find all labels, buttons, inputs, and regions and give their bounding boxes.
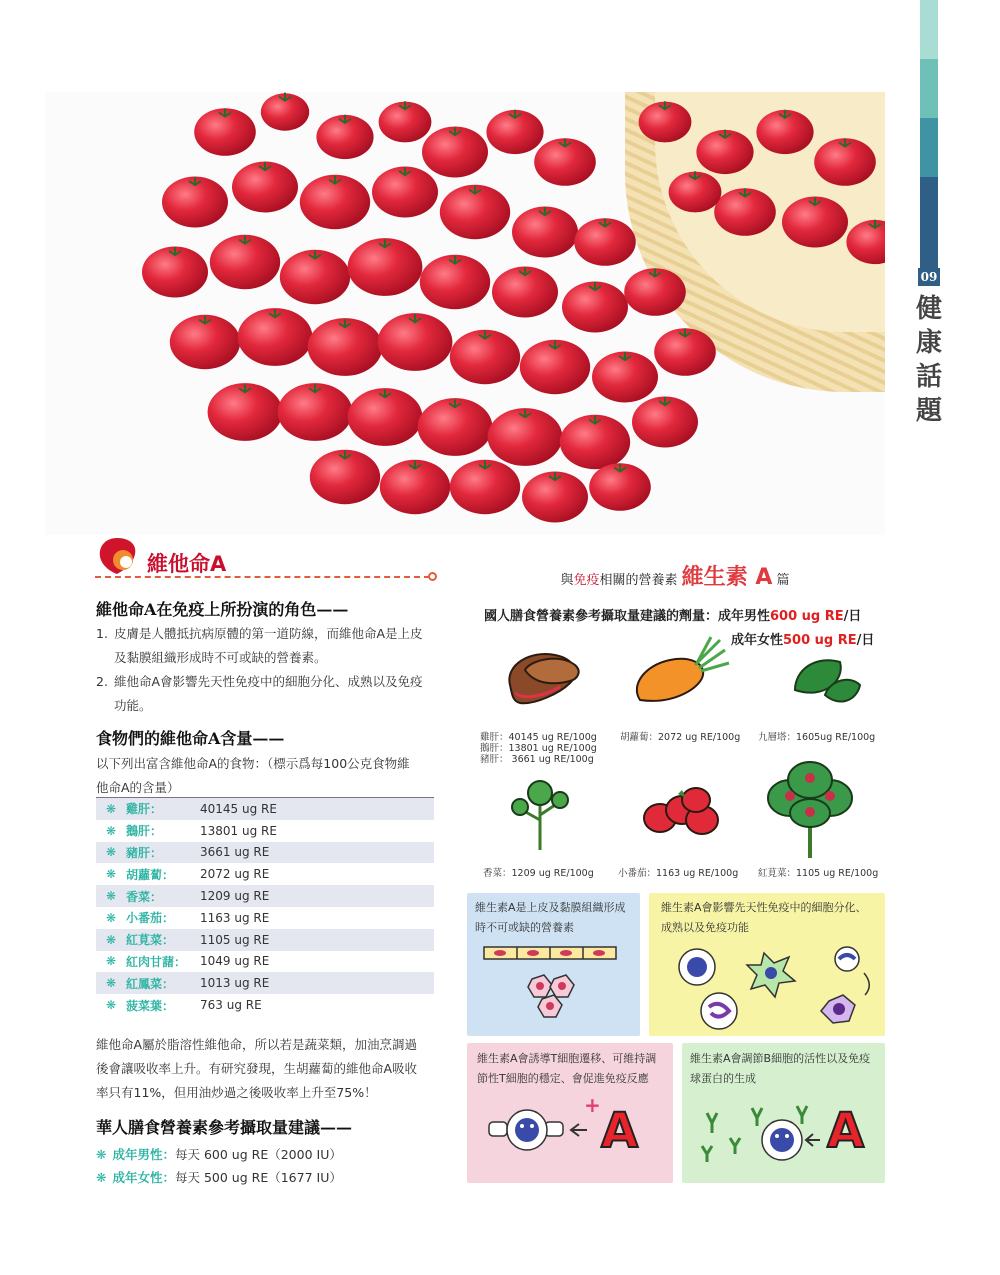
list-text: 皮膚是人體抵抗病原體的第一道防線，而維他命A是上皮 [114, 626, 423, 641]
food-value: 3661 ug RE [200, 845, 270, 860]
tomatoes-illustration [45, 92, 885, 535]
intake-heading: 華人膳食營養素參考攝取量建議—— [96, 1118, 353, 1137]
side-tab-segment [920, 59, 938, 118]
intake-value: 每天 500 ug RE（1677 IU） [175, 1170, 342, 1185]
food-value: 40145 ug RE [200, 801, 277, 816]
side-title-char: 話 [915, 362, 942, 392]
info-box-t-cell [467, 1043, 673, 1183]
title-vitamin: 維生素 A [681, 565, 773, 590]
caption-text: 鵝肝：13801 ug RE/100g [480, 743, 597, 754]
table-row [96, 994, 434, 1016]
plus-icon: + [584, 1093, 601, 1117]
foods-intro-text: 以下列出富含維他命A的食物：（標示爲每100公克食物維 [96, 756, 410, 771]
food-name: 紅肉甘藷： [126, 954, 187, 969]
intake-female [96, 1168, 342, 1186]
recommendation-line-2 [731, 629, 874, 648]
box-line: 節性T細胞的穩定、會促進免疫反應 [477, 1072, 649, 1085]
box-line: 維生素A會調節B細胞的活性以及免疫 [690, 1052, 871, 1065]
basil-icon [785, 650, 865, 715]
info-box-innate-immunity [649, 893, 885, 1036]
info-box-b-cell [682, 1043, 885, 1183]
food-name: 香菜： [126, 889, 163, 904]
page-number: 09 [918, 268, 940, 286]
food-value: 1209 ug RE [200, 889, 270, 904]
absorption-text: 後會讓吸收率上升。有研究發現，生胡蘿蔔的維他命A吸收 [96, 1061, 418, 1076]
t-cell-vitamin-a-icon [487, 1098, 667, 1168]
bullet-star: ❋ [105, 910, 117, 925]
cherry-tomato-icon [638, 780, 723, 840]
list-text: 及黏膜組織形成時不可或缺的營養素。 [114, 650, 327, 665]
epithelial-cells-icon [482, 943, 622, 1023]
table-row [96, 951, 434, 973]
table-row [96, 885, 434, 907]
bullet-star: ❋ [105, 976, 117, 991]
bullet-star: ❋ [105, 801, 117, 816]
side-title-char: 康 [915, 328, 942, 358]
caption-text: 雞肝：40145 ug RE/100g [480, 732, 597, 743]
food-value: 1105 ug RE [200, 932, 270, 947]
table-row [96, 863, 434, 885]
info-box-epithelium [467, 893, 640, 1036]
b-cell-antibody-icon [692, 1098, 822, 1173]
food-name: 紅莧菜： [126, 933, 175, 948]
box-text [477, 1049, 656, 1089]
list-number: 2. [96, 674, 108, 689]
list-text: 維他命A會影響先天性免疫中的細胞分化、成熟以及免疫 [114, 674, 423, 689]
food-value: 1013 ug RE [200, 976, 270, 991]
rec-text: /日 [843, 609, 862, 624]
box-line: 球蛋白的生成 [690, 1072, 756, 1085]
caption-basil: 九層塔：1605ug RE/100g [758, 732, 876, 743]
bullet-star: ❋ [105, 889, 117, 904]
food-name: 豬肝： [126, 845, 163, 860]
amaranth-icon [760, 758, 860, 858]
food-name: 紅鳳菜： [126, 976, 175, 991]
vitamin-a-letter: A [827, 1103, 865, 1159]
caption-tomato: 小番茄：1163 ug RE/100g [618, 868, 739, 879]
role-heading: 維他命A在免疫上所扮演的角色—— [96, 600, 349, 619]
section-divider-end [428, 572, 437, 581]
table-row [96, 972, 434, 994]
bullet-star: ❋ [96, 1147, 107, 1162]
caption-amaranth: 紅莧菜：1105 ug RE/100g [758, 868, 879, 879]
side-tab-bar [920, 0, 938, 283]
table-row [96, 798, 434, 820]
foods-heading: 食物們的維他命A含量—— [96, 729, 285, 748]
box-text [690, 1049, 870, 1089]
caption-carrot: 胡蘿蔔：2072 ug RE/100g [620, 732, 741, 743]
rec-value: 600 ug RE [770, 609, 844, 624]
coriander-icon [510, 775, 570, 850]
food-value: 2072 ug RE [200, 867, 270, 882]
food-name: 鵝肝： [126, 824, 163, 839]
section-side-title [915, 292, 943, 428]
role-list [96, 622, 436, 718]
title-text: 篇 [776, 573, 790, 588]
food-name: 胡蘿蔔： [126, 867, 175, 882]
side-tab-segment [920, 118, 938, 177]
list-text: 功能。 [114, 698, 152, 713]
rec-text: /日 [856, 633, 875, 648]
box-text [661, 898, 867, 938]
table-row [96, 929, 434, 951]
box-text [475, 898, 626, 938]
list-item [96, 622, 436, 670]
section-badge-icon [95, 536, 139, 576]
absorption-text: 率只有11%，但用油炒過之後吸收率上升至75%！ [96, 1085, 377, 1100]
infographic-title [470, 560, 880, 591]
food-value: 1163 ug RE [200, 910, 270, 925]
caption-liver [480, 732, 597, 765]
rec-value: 500 ug RE [783, 633, 857, 648]
food-name: 菠菜葉： [126, 998, 175, 1013]
title-text: 與 [560, 573, 574, 588]
liver-icon [500, 645, 590, 715]
carrot-icon [625, 635, 735, 715]
bullet-star: ❋ [105, 932, 117, 947]
food-value: 1049 ug RE [200, 954, 270, 969]
side-title-char: 題 [915, 396, 942, 426]
absorption-paragraph [96, 1033, 436, 1105]
table-row [96, 907, 434, 929]
bullet-star: ❋ [96, 1170, 107, 1185]
rec-text: 國人膳食營養素參考攝取量建議的劑量：成年男性 [484, 609, 771, 624]
immune-cells-icon [669, 943, 879, 1033]
food-vitamin-table [96, 797, 434, 1016]
side-tab-segment [920, 0, 938, 59]
list-number: 1. [96, 626, 108, 641]
rec-text: 成年女性 [731, 633, 784, 648]
bullet-star: ❋ [105, 954, 117, 969]
bullet-star: ❋ [105, 998, 117, 1013]
tomato-photo [45, 92, 885, 535]
foods-intro-text: 他命A的含量） [96, 780, 180, 795]
caption-coriander: 香菜：1209 ug RE/100g [483, 868, 594, 879]
box-line: 維生素A是上皮及黏膜組織形成 [475, 901, 626, 914]
food-name: 小番茄： [126, 911, 175, 926]
box-line: 維生素A會影響先天性免疫中的細胞分化、 [661, 901, 867, 914]
intake-label: 成年女性： [112, 1170, 175, 1185]
recommendation-line-1 [484, 605, 861, 624]
side-title-char: 健 [915, 294, 942, 324]
food-value: 763 ug RE [200, 998, 262, 1013]
box-line: 成熟以及免疫功能 [661, 921, 749, 934]
title-highlight: 免疫 [573, 573, 600, 588]
box-line: 時不可或缺的營養素 [475, 921, 574, 934]
intake-male [96, 1145, 342, 1163]
table-row [96, 842, 434, 864]
bullet-star: ❋ [105, 845, 117, 860]
intake-value: 每天 600 ug RE（2000 IU） [175, 1147, 342, 1162]
caption-text: 豬肝： 3661 ug RE/100g [480, 754, 594, 765]
title-text: 相關的營養素 [599, 573, 678, 588]
section-title: 維他命A [147, 552, 227, 576]
section-divider [95, 576, 430, 578]
absorption-text: 維他命A屬於脂溶性維他命，所以若是蔬菜類，加油烹調過 [96, 1037, 418, 1052]
food-value: 13801 ug RE [200, 823, 277, 838]
intake-label: 成年男性： [112, 1147, 175, 1162]
bullet-star: ❋ [105, 867, 117, 882]
bullet-star: ❋ [105, 823, 117, 838]
table-row [96, 820, 434, 842]
vitamin-a-letter: A [601, 1103, 639, 1159]
list-item [96, 670, 436, 718]
box-line: 維生素A會誘導T細胞遷移、可維持調 [477, 1052, 657, 1065]
foods-intro [96, 752, 436, 800]
food-name: 雞肝： [126, 802, 163, 817]
